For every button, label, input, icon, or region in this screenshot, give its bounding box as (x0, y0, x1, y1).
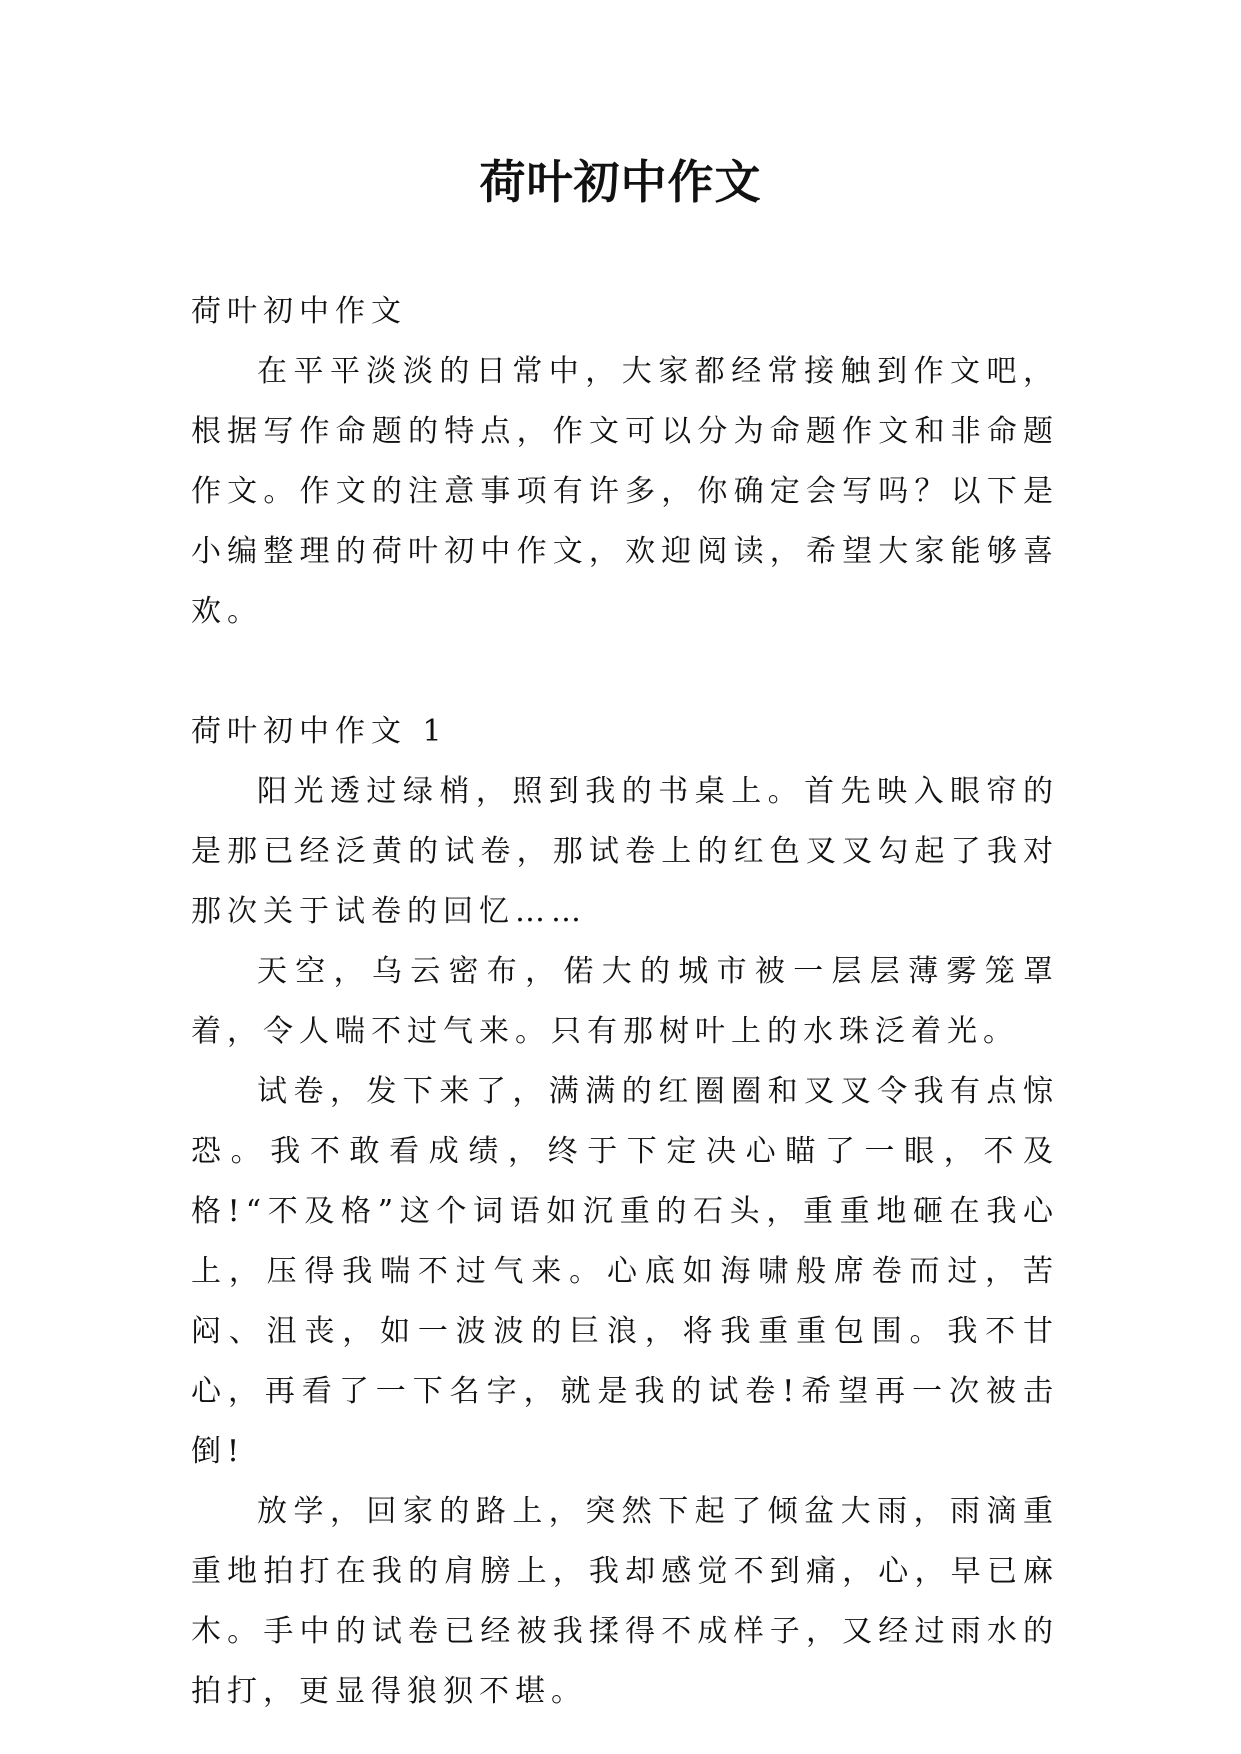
section-heading: 荷叶初中作文 1 (191, 714, 448, 749)
body-paragraph: 放学，回家的路上，突然下起了倾盆大雨，雨滴重重地拍打在我的肩膀上，我却感觉不到痛，心，早已麻木。手中的试卷已经被我揉得不成样子，又经过雨水的拍打，更显得狼狈不堪。 (191, 1494, 1059, 1709)
subtitle: 荷叶初中作文 (191, 294, 407, 329)
body-paragraph: 试卷，发下来了，满满的红圈圈和叉叉令我有点惊恐。我不敢看成绩，终于下定决心瞄了一眼，不及格!“不及格”这个词语如沉重的石头，重重地砸在我心上，压得我喘不过气来。心底如海啸般席卷而过，苦闷、沮丧，如一波波的巨浪，将我重重包围。我不甘心，再看了一下名字，就是我的试卷!希望再一次被击倒! (191, 1074, 1059, 1469)
body-paragraph: 天空，乌云密布，偌大的城市被一层层薄雾笼罩着，令人喘不过气来。只有那树叶上的水珠泛着光。 (191, 954, 1059, 1049)
document-title: 荷叶初中作文 (479, 155, 762, 209)
section-gap (191, 642, 1059, 702)
intro-paragraph: 在平平淡淡的日常中，大家都经常接触到作文吧，根据写作命题的特点，作文可以分为命题作文和非命题作文。作文的注意事项有许多，你确定会写吗？以下是小编整理的荷叶初中作文，欢迎阅读，希望大家能够喜欢。 (191, 354, 1059, 629)
document-body (191, 282, 1059, 1722)
body-paragraph: 阳光透过绿梢，照到我的书桌上。首先映入眼帘的是那已经泛黄的试卷，那试卷上的红色叉叉勾起了我对那次关于试卷的回忆…… (191, 774, 1059, 929)
